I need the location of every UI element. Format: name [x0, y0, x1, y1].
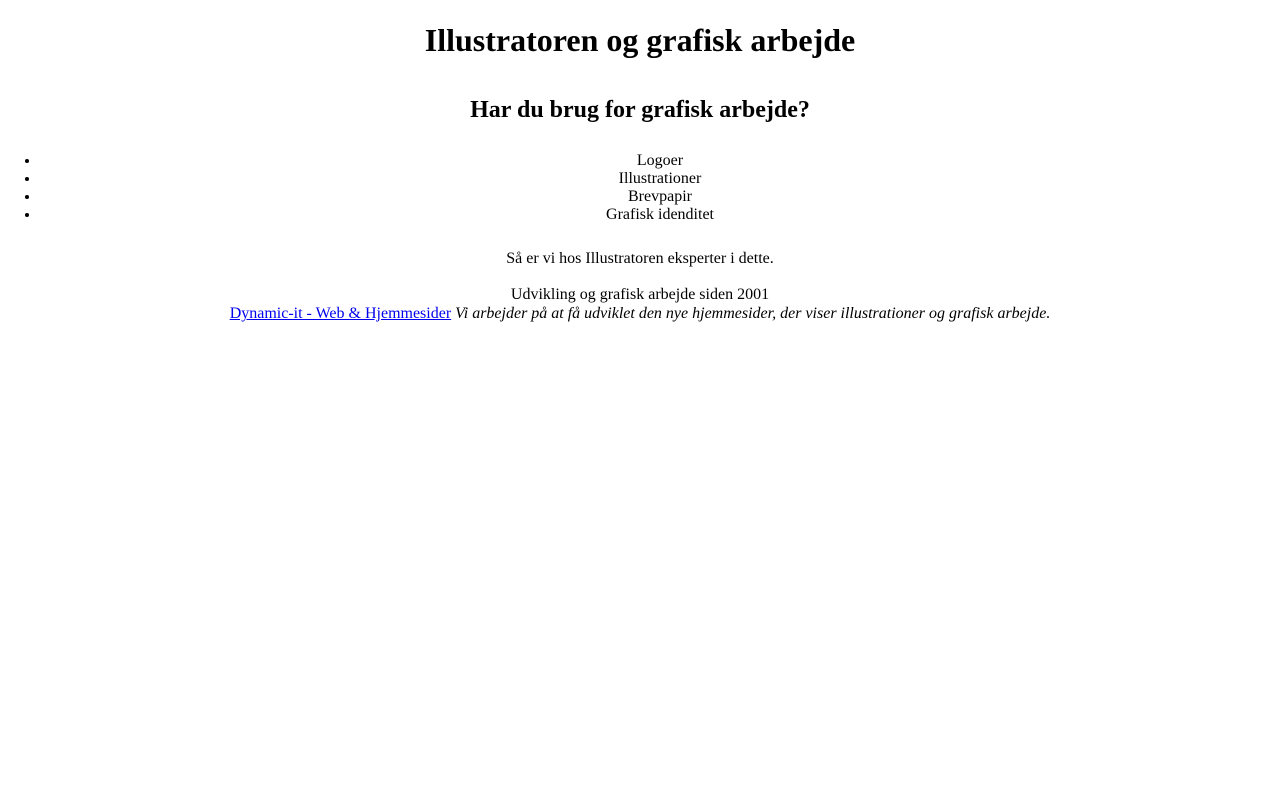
footer-line	[0, 304, 1280, 323]
service-label: Brevpapir	[628, 188, 692, 206]
service-label: Logoer	[636, 152, 684, 170]
dynamic-it-link[interactable]: Dynamic-it - Web & Hjemmesider	[229, 305, 452, 323]
expert-statement: Så er vi hos Illustratoren eksperter i dette.	[506, 250, 774, 268]
service-label: Grafisk idenditet	[606, 206, 714, 224]
list-item	[40, 170, 1280, 188]
services-list	[0, 152, 1280, 224]
page-container	[0, 0, 1280, 323]
service-label: Illustrationer	[618, 170, 702, 188]
since-statement: Udvikling og grafisk arbejde siden 2001	[510, 286, 770, 304]
page-subtitle: Har du brug for grafisk arbejde?	[470, 96, 810, 123]
list-item	[40, 188, 1280, 206]
page-title: Illustratoren og grafisk arbejde	[424, 22, 856, 58]
footer-note: Vi arbejder på at få udviklet den nye hjemmesider, der viser illustrationer og grafisk arbejde.	[455, 305, 1051, 323]
list-item	[40, 152, 1280, 170]
list-item	[40, 206, 1280, 224]
